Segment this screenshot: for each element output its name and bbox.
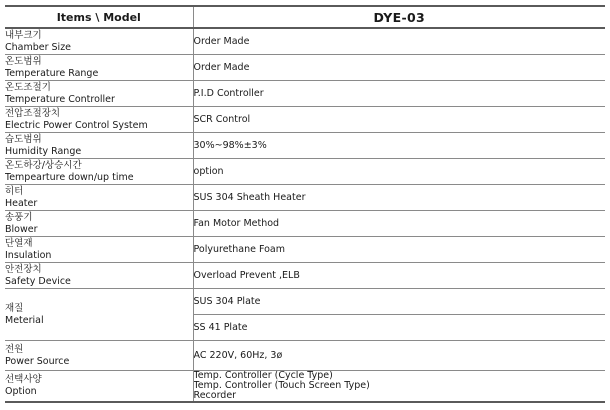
spec-row-down-up-time bbox=[5, 159, 605, 185]
item-label-ko: 온도조절기 bbox=[5, 81, 51, 93]
item-label-ko: 단열재 bbox=[5, 237, 33, 249]
value-cell: AC 220V, 60Hz, 3ø bbox=[193, 341, 605, 371]
item-cell bbox=[5, 133, 193, 159]
item-label-ko: 습도범위 bbox=[5, 133, 42, 145]
spec-row-heater bbox=[5, 185, 605, 211]
item-label-en: Heater bbox=[5, 197, 38, 209]
item-cell bbox=[5, 341, 193, 371]
item-label-ko: 선택사양 bbox=[5, 374, 42, 385]
item-label-ko: 송풍기 bbox=[5, 211, 33, 223]
value-cell: SUS 304 Plate bbox=[193, 289, 605, 315]
value-cell: Polyurethane Foam bbox=[193, 237, 605, 263]
spec-row-power-source bbox=[5, 341, 605, 371]
item-cell bbox=[5, 107, 193, 133]
item-cell bbox=[5, 263, 193, 289]
material-label-ko: 재질 bbox=[5, 302, 24, 314]
item-cell bbox=[5, 81, 193, 107]
spec-row-temperature-controller bbox=[5, 81, 605, 107]
item-label-en: Chamber Size bbox=[5, 41, 72, 53]
item-label-ko: 안전장치 bbox=[5, 263, 42, 275]
material-label-cell bbox=[5, 289, 193, 341]
item-label-en: Electric Power Control System bbox=[5, 119, 148, 131]
value-cell: Order Made bbox=[193, 55, 605, 81]
header-row bbox=[5, 6, 605, 28]
item-label-en: Power Source bbox=[5, 355, 70, 367]
value-cell: P.I.D Controller bbox=[193, 81, 605, 107]
spec-table bbox=[5, 5, 605, 403]
item-cell bbox=[5, 371, 193, 403]
value-cell: Fan Motor Method bbox=[193, 211, 605, 237]
spec-row-insulation bbox=[5, 237, 605, 263]
option-value: Temp. Controller (Cycle Type) bbox=[193, 370, 333, 381]
item-label-en: Safety Device bbox=[5, 275, 71, 287]
spec-row-temperature-range bbox=[5, 55, 605, 81]
value-cell: SS 41 Plate bbox=[193, 315, 605, 341]
value-cell: 30%~98%±3% bbox=[193, 133, 605, 159]
item-cell bbox=[5, 237, 193, 263]
item-label-en: Blower bbox=[5, 223, 38, 235]
item-label-ko: 온도하강/상승시간 bbox=[5, 159, 82, 171]
value-cell: Order Made bbox=[193, 28, 605, 55]
item-label-en: Tempearture down/up time bbox=[5, 171, 134, 183]
item-label-en: Humidity Range bbox=[5, 145, 82, 157]
spec-row-power-control bbox=[5, 107, 605, 133]
spec-row-safety-device bbox=[5, 263, 605, 289]
item-cell bbox=[5, 28, 193, 55]
item-label-ko: 히터 bbox=[5, 185, 24, 197]
spec-row-humidity-range bbox=[5, 133, 605, 159]
item-label-ko: 전원 bbox=[5, 343, 24, 355]
spec-row-material-interior bbox=[5, 289, 605, 315]
item-cell bbox=[5, 159, 193, 185]
items-model-header: Items \ Model bbox=[5, 6, 193, 28]
value-cell: SCR Control bbox=[193, 107, 605, 133]
spec-row-chamber-size bbox=[5, 28, 605, 55]
item-label-ko: 내부크기 bbox=[5, 29, 42, 41]
item-label-en: Insulation bbox=[5, 249, 52, 261]
item-label-ko: 전압조절장치 bbox=[5, 107, 61, 119]
value-cell: Overload Prevent ,ELB bbox=[193, 263, 605, 289]
value-cell: option bbox=[193, 159, 605, 185]
item-cell bbox=[5, 55, 193, 81]
item-label-en: Temperature Controller bbox=[5, 93, 115, 105]
spec-row-blower bbox=[5, 211, 605, 237]
option-value: Temp. Controller (Touch Screen Type) bbox=[193, 380, 370, 391]
item-label-ko: 온도범위 bbox=[5, 55, 42, 67]
option-value: Recorder bbox=[193, 390, 237, 401]
spec-row-option bbox=[5, 371, 605, 403]
material-label-en: Meterial bbox=[5, 314, 44, 326]
item-label-en: Temperature Range bbox=[5, 67, 99, 79]
item-label-en: Option bbox=[5, 386, 37, 397]
value-cell: SUS 304 Sheath Heater bbox=[193, 185, 605, 211]
item-cell bbox=[5, 211, 193, 237]
model-header: DYE-03 bbox=[193, 6, 605, 28]
option-values-cell bbox=[193, 371, 605, 403]
item-cell bbox=[5, 185, 193, 211]
